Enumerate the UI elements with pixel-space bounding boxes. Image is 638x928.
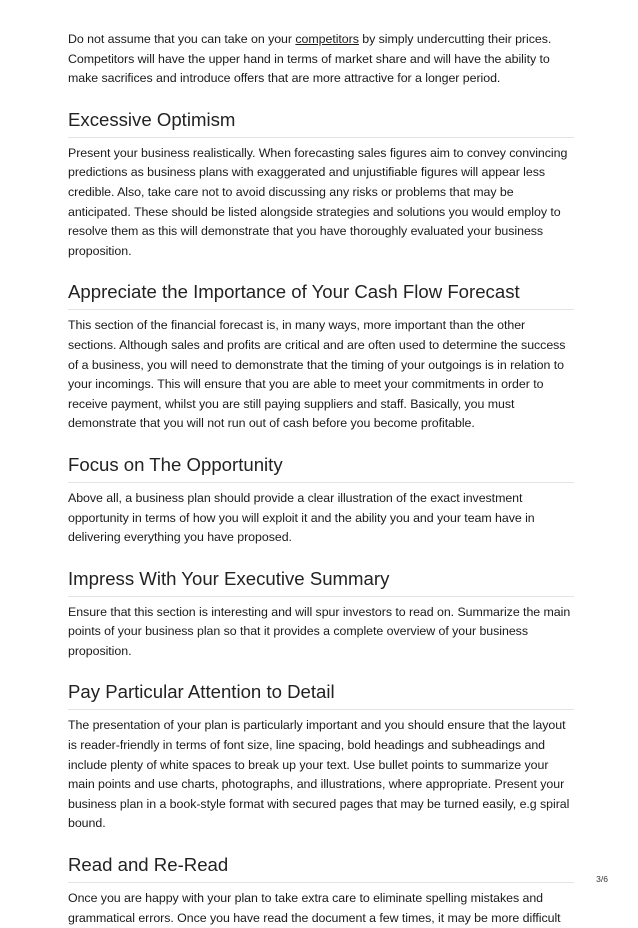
section-body: Once you are happy with your plan to take extra care to eliminate spelling mistakes and grammatical errors. Once you have read the document a few times, it may be more difficult bbox=[68, 891, 561, 925]
section-heading: Excessive Optimism bbox=[68, 108, 574, 138]
section-heading: Appreciate the Importance of Your Cash Flow Forecast bbox=[68, 280, 574, 310]
section-heading: Impress With Your Executive Summary bbox=[68, 567, 574, 597]
section-body: Present your business realistically. When forecasting sales figures aim to convey convincing predictions as business plans with exaggerated and unjustifiable figures will appear less credible. Also, take care not to avoid discussing any risks or problems that may be anticipated. These should be listed alongside strategies and solutions you would employ to resolve them as this will demonstrate that you have thoroughly evaluated your business proposition. bbox=[68, 145, 568, 258]
section-body: Above all, a business plan should provide a clear illustration of the exact investment opportunity in terms of how you will exploit it and the ability you and your team have in delivering everything you have proposed. bbox=[68, 490, 535, 545]
section-focus-opportunity bbox=[68, 453, 574, 548]
section-body: Ensure that this section is interesting and will spur investors to read on. Summarize the main points of your business plan so that it provides a complete overview of your business proposition. bbox=[68, 604, 571, 658]
section-body: The presentation of your plan is particularly important and you should ensure that the layout is reader-friendly in terms of font size, line spacing, bold headings and subheadings and include plenty of white spaces to break up your text. Use bullet points to summarize your main points and use charts, photographs, and illustrations, where appropriate. Present your business plan in a book-style format with secured pages that may be turned easily, e.g spiral bound. bbox=[68, 718, 570, 831]
section-read-reread bbox=[68, 853, 574, 928]
section-cash-flow-forecast bbox=[68, 280, 574, 434]
intro-text-end: by simply undercutting their prices. Competitors will have the upper hand in terms of market share and will have the ability to make sacrifices and introduce offers that are more attractive for a longer period. bbox=[68, 32, 552, 86]
document-page bbox=[68, 30, 574, 928]
intro-text-start: Do not assume that you can take on your bbox=[68, 32, 296, 46]
page-number: 3/6 bbox=[596, 874, 608, 884]
section-attention-detail bbox=[68, 680, 574, 834]
competitors-link[interactable]: competitors bbox=[295, 32, 359, 46]
intro-paragraph bbox=[68, 30, 574, 89]
section-heading: Pay Particular Attention to Detail bbox=[68, 680, 574, 710]
section-excessive-optimism bbox=[68, 108, 574, 262]
section-body: This section of the financial forecast is, in many ways, more important than the other sections. Although sales and profits are critical and are often used to determine the success of a business, you will need to demonstrate that the timing of your outgoings is in relation to your incomings. This will ensure that you are able to meet your commitments in order to receive payment, whilst you are still paying suppliers and staff. Basically, you must demonstrate that you will not run out of cash before you become profitable. bbox=[68, 318, 566, 431]
section-executive-summary bbox=[68, 567, 574, 662]
section-heading: Read and Re-Read bbox=[68, 853, 574, 883]
section-heading: Focus on The Opportunity bbox=[68, 453, 574, 483]
